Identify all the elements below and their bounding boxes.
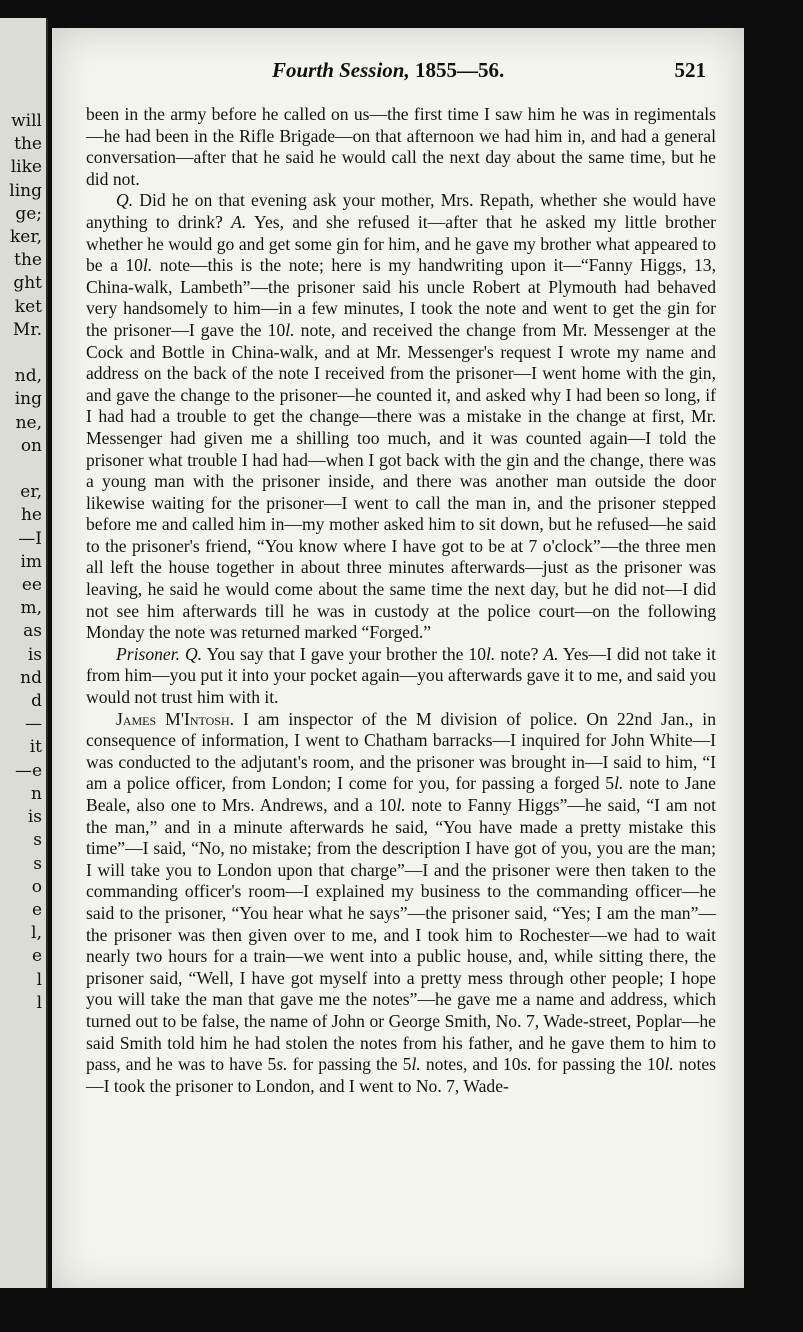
left-fragment: er,	[20, 482, 42, 503]
paragraph-text: Did he on that evening ask your mother, Mrs. Repath, whether she would have anything to drink?	[86, 190, 716, 232]
paragraph	[86, 709, 716, 1098]
italic-text: l.	[411, 1054, 421, 1075]
paragraph-text: Yes—I did not take it from him—you put it into your pocket again—you afterwards gave it to me, and said you would not trust him with it.	[86, 643, 716, 708]
paragraph-text: note?	[495, 643, 544, 664]
left-fragment	[9, 1108, 42, 1131]
left-fragment: im	[20, 551, 42, 572]
left-fragment: e	[31, 946, 42, 967]
running-year: 1855—56.	[414, 58, 505, 82]
left-page-text-fragments	[9, 110, 42, 1131]
left-fragment: o	[31, 876, 42, 897]
paragraph-text: Yes, and she refused it—after that he asked my little brother whether he would go and get some gin for him, and he gave my brother what appeared to be a 10	[86, 211, 716, 276]
left-fragment: the	[14, 250, 42, 271]
italic-text: Prisoner.	[116, 643, 181, 664]
left-fragment: e	[31, 899, 42, 920]
italic-text: l.	[396, 795, 406, 815]
left-fragment: ing	[14, 389, 42, 410]
italic-text: l.	[285, 319, 295, 340]
left-fragment: like	[10, 157, 42, 178]
left-fragment	[9, 342, 42, 365]
left-fragment: n	[31, 783, 42, 804]
paragraph-text: note—this is the note; here is my handwriting upon it—“Fanny Higgs, 13, China-walk, Lambeth”—the prisoner said his uncle Robert at Plymouth had behaved very handsomely to him—in a few minutes, I took the note and went to get the gin for the prisoner—I gave the 10	[86, 255, 716, 340]
paragraph-text: for passing the 10	[531, 1054, 665, 1075]
paragraph-text: note to Fanny Higgs”—he said, “I am not the man,” and in a minute afterwards he said, “You have made a pretty mistake this time”—I said, “No, no mistake; from the description I have got of you, you are the man; I will take you to London upon that charge”—I and the prisoner were then taken to the commanding officer's room—I explained my business to the commanding officer—he said to the prisoner, “You hear what he says”—the prisoner said, “Yes; I am the man”—the prisoner was then given over to me, and I took him to Rochester—we had to wait nearly two hours for a train—we went into a public house, and, while sitting there, the prisoner said, “Well, I have got myself into a pretty mess through other people; I hope you will take the man that gave me the notes”—he gave me a name and address, which turned out to be false, the name of John or George Smith, No. 7, Wade-street, Poplar—he said Smith told him he had stolen the notes from his father, and he gave them to him to pass, and he was to have 5	[86, 795, 716, 1075]
italic-text: A.	[231, 211, 247, 232]
left-fragment: ket	[14, 296, 42, 317]
left-fragment	[9, 1085, 42, 1108]
left-fragment: s	[33, 853, 42, 874]
left-fragment: is	[27, 644, 42, 665]
left-fragment: ght	[13, 273, 42, 294]
italic-text: l.	[664, 1054, 674, 1075]
left-fragment: ge;	[15, 203, 42, 224]
paragraph	[86, 190, 716, 643]
paragraph-text: note to Jane Beale, also one to Mrs. Andrews, and a 10	[86, 773, 716, 815]
scan-bottom-border	[0, 1288, 803, 1332]
left-fragment	[9, 458, 42, 481]
left-fragment: —e	[14, 760, 42, 781]
adjacent-left-page	[0, 18, 48, 1288]
left-fragment	[9, 1015, 42, 1038]
paragraph-text: been in the army before he called on us—the first time I saw him he was in regimentals—he had been in the Rifle Brigade—on that afternoon we had him in, and had a general conversation—after that he said he would call the next day about the same time, but he did not.	[86, 104, 716, 189]
left-fragment: ling	[9, 180, 42, 201]
italic-text: Q.	[185, 643, 203, 664]
paragraph-text: note, and received the change from Mr. Messenger at the Cock and Bottle in China-walk, and at Mr. Messenger's request I wrote my name and address on the back of the note I received from the prisoner—I went home with the gin, and gave the change to the prisoner—he counted it, and asked why I had been so long, if I had had a trouble to get the change—there was a mistake in the change at first, Mr. Messenger had given me a shilling too much, and it was counted again—I told the prisoner what trouble I had had—when I got back with the gin and the change, there was a young man with the prisoner inside, and there was another man outside the door likewise waiting for the prisoner—I went to call the man in, and the prisoner stepped before me and called him in—my mother asked him to sit down, but he refused—he said to the prisoner's friend, “You know where I have got to be at 7 o'clock”—the three men all left the house together in about three minutes afterwards—just as the prisoner was leaving, he said he would come about the same time the next day, but he did not—I did not see him afterwards till he was in custody at the police court—on the following Monday the note was returned marked “Forged.”	[86, 319, 716, 643]
left-fragment	[9, 1038, 42, 1061]
left-fragment: ee	[21, 575, 42, 596]
left-fragment: —I	[18, 528, 42, 549]
left-fragment: as	[23, 621, 42, 642]
left-fragment	[9, 1061, 42, 1084]
italic-text: l.	[142, 255, 153, 276]
left-fragment: on	[20, 435, 42, 456]
italic-text: A.	[543, 643, 559, 664]
page-body-text	[86, 104, 716, 1097]
speaker-name: James M'Intosh.	[116, 708, 235, 729]
paragraph-text: I am inspector of the M division of police. On 22nd Jan., in consequence of information, I went to Chatham barracks—I inquired for John White—I was conducted to the adjutant's room, and the prisoner was brought in—I said to him, “I am a police officer, from London; I come for you, for passing a forged 5	[86, 708, 716, 794]
left-fragment: nd	[20, 667, 42, 688]
paragraph-text: notes, and 10	[420, 1054, 521, 1075]
running-header	[52, 58, 744, 88]
italic-text: l.	[486, 643, 496, 664]
left-fragment: is	[27, 807, 42, 828]
paragraph-text: You say that I gave your brother the 10	[202, 643, 487, 664]
paragraph-text: for passing the 5	[287, 1054, 412, 1075]
left-fragment: Mr.	[12, 319, 42, 340]
left-fragment: ne,	[15, 412, 42, 433]
left-fragment: the	[14, 134, 42, 155]
left-fragment: m,	[20, 598, 42, 619]
left-fragment: he	[20, 505, 42, 526]
left-fragment: will	[11, 111, 42, 131]
running-title: Fourth Session, 1855—56.	[272, 58, 505, 82]
left-fragment: —	[25, 714, 42, 735]
paragraph-text: notes—I took the prisoner to London, and I went to No. 7, Wade-	[86, 1054, 717, 1096]
left-fragment: nd,	[14, 366, 42, 387]
page-number: 521	[674, 58, 706, 82]
left-fragment: l	[36, 969, 42, 990]
italic-text: Q.	[116, 190, 134, 211]
paragraph	[86, 104, 716, 190]
left-fragment: d	[31, 691, 42, 712]
left-fragment: l,	[31, 923, 42, 944]
italic-text: l.	[614, 773, 624, 794]
left-fragment: ker,	[9, 227, 42, 248]
paragraph	[86, 644, 716, 709]
left-fragment: it	[29, 737, 42, 758]
left-fragment: l	[36, 992, 42, 1013]
italic-text: s.	[520, 1054, 532, 1075]
italic-text: s.	[276, 1054, 288, 1075]
document-page	[52, 28, 744, 1293]
left-fragment: s	[33, 830, 42, 851]
